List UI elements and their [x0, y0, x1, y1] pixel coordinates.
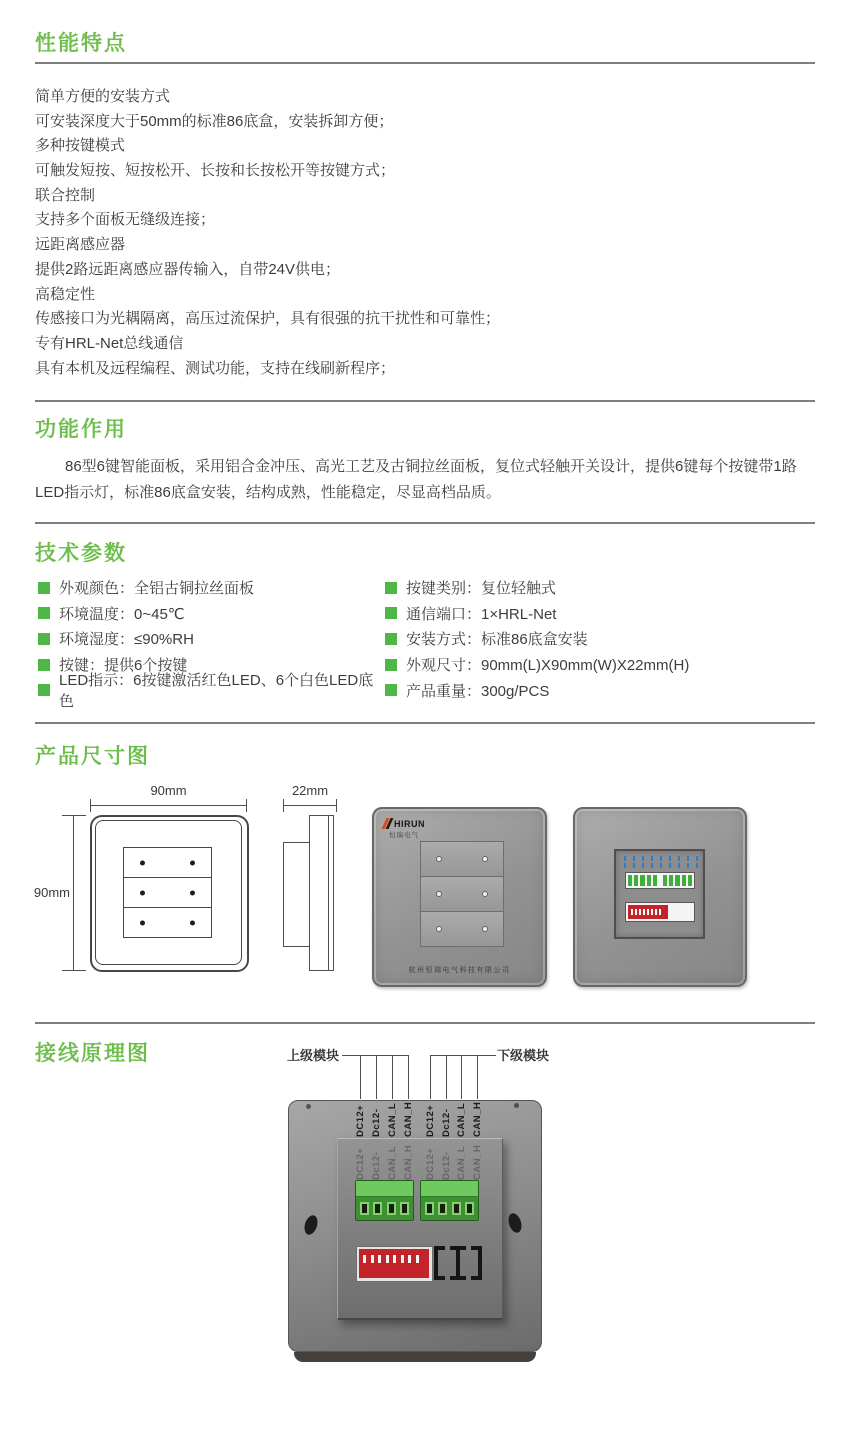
spec-text: LED指示：6按键激活红色LED、6个白色LED底色	[59, 672, 374, 711]
terminal-hole	[373, 1202, 382, 1215]
dim-tick	[283, 799, 284, 812]
dim-line	[73, 815, 74, 971]
feature-line: 联合控制	[35, 186, 96, 204]
feature-line: 简单方便的安装方式	[35, 88, 171, 105]
dip-switch	[359, 1249, 429, 1278]
dip-switch	[628, 905, 668, 919]
wire-line	[477, 1055, 478, 1099]
dim-tick	[90, 799, 91, 812]
terminal-hole	[452, 1202, 461, 1215]
dip-nub	[643, 909, 645, 915]
spec-text: 按键：提供6个按键	[59, 657, 188, 675]
dip-nub	[631, 909, 633, 915]
button-row	[420, 841, 504, 877]
terminal-label: DC12+	[425, 1104, 436, 1137]
led-segment	[675, 875, 679, 886]
terminal-block-top	[356, 1181, 413, 1197]
dim-height-label: 90mm	[33, 885, 70, 900]
brand-subtitle: 恒瑞电气	[389, 832, 419, 839]
dim-line	[283, 805, 337, 806]
spec-item	[385, 677, 815, 703]
button-row	[123, 847, 212, 878]
button-row	[123, 907, 212, 938]
dim-tick	[246, 799, 247, 812]
spec-item	[38, 575, 383, 601]
led-dot	[482, 926, 488, 932]
bullet-square-icon	[385, 633, 397, 645]
wiring-diagram-canvas	[0, 1040, 850, 1380]
dip-nub	[639, 909, 641, 915]
section-divider	[35, 1022, 815, 1024]
embossed-terminal-label: CAN_L	[387, 1145, 398, 1180]
bullet-square-icon	[385, 684, 397, 696]
dip-nub	[393, 1255, 396, 1263]
button-grid-drawing	[123, 848, 212, 938]
bracket-left	[434, 1246, 445, 1280]
back-photo-recess	[614, 849, 705, 939]
dim-width-label: 90mm	[150, 783, 187, 798]
button-row	[123, 877, 212, 908]
bullet-square-icon	[385, 659, 397, 671]
dim-depth-label: 22mm	[291, 783, 329, 798]
section-divider	[35, 400, 815, 402]
embossed-terminal-label: CAN_H	[472, 1144, 483, 1180]
terminal-hole	[465, 1202, 474, 1215]
dip-nub	[408, 1255, 411, 1263]
hirun-logo	[384, 818, 425, 829]
dip-nub	[655, 909, 657, 915]
led-segment	[634, 875, 638, 886]
feature-list	[35, 85, 815, 381]
feature-line: 远距离感应器	[35, 236, 126, 254]
terminal-label: CAN_H	[403, 1101, 414, 1137]
spec-item	[38, 601, 383, 627]
embossed-terminal-label: DC12+	[355, 1147, 366, 1180]
section-divider	[35, 722, 815, 724]
bullet-square-icon	[38, 607, 50, 619]
mount-hole	[306, 1104, 311, 1109]
dip-nub	[659, 909, 661, 915]
embossed-terminal-label: DC12+	[425, 1147, 436, 1180]
spec-item	[385, 652, 815, 678]
spec-item	[38, 672, 383, 711]
feature-line: 可安装深度大于50mm的标准86底盒，安装拆卸方便；	[35, 112, 394, 130]
dip-nub	[401, 1255, 404, 1263]
dip-nub	[371, 1255, 374, 1263]
blue-label-marks	[624, 863, 698, 868]
plate-bottom-edge	[294, 1352, 536, 1362]
button-row	[420, 911, 504, 947]
led-dot	[482, 856, 488, 862]
section-title-dimensions: 产品尺寸图	[35, 745, 150, 768]
led-segment	[688, 875, 692, 886]
feature-line: 支持多个面板无缝级连接；	[35, 211, 216, 229]
spec-column-left	[38, 575, 383, 711]
led-segment	[682, 875, 686, 886]
spec-item	[385, 601, 815, 627]
embossed-terminal-label: Dc12-	[441, 1151, 452, 1180]
embossed-terminal-label: Dc12-	[371, 1151, 382, 1180]
feature-line: 专有HRL-Net总线通信	[35, 334, 184, 352]
dim-tick	[62, 970, 86, 971]
wire-line	[461, 1055, 462, 1099]
feature-line: 具有本机及远程编程、测试功能，支持在线刷新程序；	[35, 359, 396, 377]
led-segment	[640, 875, 644, 886]
terminal-label: Dc12-	[441, 1108, 452, 1137]
dip-nub	[386, 1255, 389, 1263]
spec-item	[385, 626, 815, 652]
dip-nub	[416, 1255, 419, 1263]
led-dot	[190, 860, 195, 865]
spec-column-right	[385, 575, 815, 703]
section-title-features: 性能特点	[35, 32, 127, 55]
led-segment	[669, 875, 673, 886]
button-row	[420, 876, 504, 912]
terminal-holes	[356, 1197, 413, 1220]
company-caption: 杭州恒瑞电气科技有限公司	[408, 967, 511, 974]
embossed-terminal-label: CAN_L	[456, 1145, 467, 1180]
section-divider	[35, 62, 815, 64]
led-dot	[140, 920, 145, 925]
terminal-label: DC12+	[355, 1104, 366, 1137]
feature-line: 传感接口为光耦隔离，高压过流保护，具有很强的抗干扰性和可靠性；	[35, 310, 501, 328]
terminal-block-top	[421, 1181, 478, 1197]
spec-text: 通信端口：1×HRL-Net	[406, 605, 557, 623]
wire-line	[430, 1055, 431, 1099]
mount-hole	[514, 1103, 519, 1108]
bullet-square-icon	[38, 582, 50, 594]
dip-nub	[378, 1255, 381, 1263]
spec-item	[38, 626, 383, 652]
feature-line: 提供2路远距离感应器传输入，自带24V供电；	[35, 260, 341, 278]
feature-line: 高稳定性	[35, 285, 96, 303]
terminal-hole	[438, 1202, 447, 1215]
wire-line	[376, 1055, 377, 1099]
led-bar	[625, 872, 695, 889]
led-dot	[436, 926, 442, 932]
spec-text: 安装方式：标准86底盒安装	[406, 631, 588, 649]
bullet-square-icon	[38, 684, 50, 696]
led-dot	[190, 920, 195, 925]
bullet-square-icon	[385, 582, 397, 594]
wire-line	[446, 1055, 447, 1099]
side-view-panel-line	[328, 816, 329, 970]
led-dot	[436, 891, 442, 897]
led-dot	[436, 856, 442, 862]
dim-line	[90, 805, 247, 806]
brand-name: HIRUN	[394, 818, 425, 829]
terminal-hole	[360, 1202, 369, 1215]
section-title-specs: 技术参数	[35, 542, 127, 565]
side-view-panel	[309, 815, 334, 971]
spec-text: 外观尺寸：90mm(L)X90mm(W)X22mm(H)	[406, 657, 690, 675]
spec-text: 环境温度：0~45℃	[59, 605, 185, 623]
wire-line	[392, 1055, 393, 1099]
feature-line: 多种按键模式	[35, 137, 126, 155]
bullet-square-icon	[385, 607, 397, 619]
spec-text: 外观颜色：全铝古铜拉丝面板	[59, 580, 255, 598]
blue-label-marks	[624, 856, 698, 861]
function-paragraph: 86型6键智能面板，采用铝合金冲压、高光工艺及古铜拉丝面板，复位式轻触开关设计，提供6键每个按键带1路LED指示灯，标准86底盒安装，结构成熟，性能稳定，尽显高档品质。	[35, 458, 797, 501]
led-dot	[190, 890, 195, 895]
dimension-drawing-canvas	[0, 775, 850, 1015]
dim-tick	[62, 815, 86, 816]
bullet-square-icon	[38, 633, 50, 645]
terminal-hole	[387, 1202, 396, 1215]
section-divider	[35, 522, 815, 524]
wire-line	[360, 1055, 361, 1099]
dip-nub	[651, 909, 653, 915]
spec-text: 按键类别：复位轻触式	[406, 580, 557, 598]
terminal-label: CAN_L	[387, 1102, 398, 1137]
dim-tick	[336, 799, 337, 812]
led-dot	[482, 891, 488, 897]
terminal-label: CAN_H	[472, 1101, 483, 1137]
terminal-block	[355, 1180, 414, 1221]
cutout-brackets	[434, 1246, 482, 1280]
dip-switch-strip	[625, 902, 695, 922]
terminal-holes	[421, 1197, 478, 1220]
front-photo	[372, 807, 547, 987]
back-photo	[573, 807, 747, 987]
connector-line	[430, 1055, 496, 1056]
dip-nub	[363, 1255, 366, 1263]
dip-nub	[635, 909, 637, 915]
section-title-function: 功能作用	[35, 418, 127, 441]
terminal-hole	[425, 1202, 434, 1215]
feature-line: 可触发短按、短按松开、长按和长按松开等按键方式；	[35, 162, 396, 180]
section-title-wiring: 接线原理图	[35, 1042, 150, 1065]
photo-button-grid	[420, 842, 504, 947]
terminal-hole	[400, 1202, 409, 1215]
bracket-right	[471, 1246, 482, 1280]
side-view-backbox	[283, 842, 310, 947]
spec-text: 产品重量：300g/PCS	[406, 682, 550, 700]
lower-module-label: 下级模块	[497, 1048, 550, 1063]
upper-module-label: 上级模块	[287, 1048, 340, 1063]
led-dot	[140, 890, 145, 895]
led-dot	[140, 860, 145, 865]
terminal-label: Dc12-	[371, 1108, 382, 1137]
led-segment	[663, 875, 667, 886]
led-segment	[628, 875, 632, 886]
dip-switch-plate	[356, 1246, 433, 1282]
spec-text: 环境湿度：≤90%RH	[59, 631, 194, 649]
embossed-terminal-label: CAN_H	[403, 1144, 414, 1180]
dip-nub	[647, 909, 649, 915]
wire-line	[408, 1055, 409, 1099]
bracket-middle	[450, 1246, 466, 1280]
led-segment	[647, 875, 651, 886]
spec-item	[385, 575, 815, 601]
bullet-square-icon	[38, 659, 50, 671]
led-segment	[653, 875, 657, 886]
terminal-label: CAN_L	[456, 1102, 467, 1137]
terminal-block	[420, 1180, 479, 1221]
